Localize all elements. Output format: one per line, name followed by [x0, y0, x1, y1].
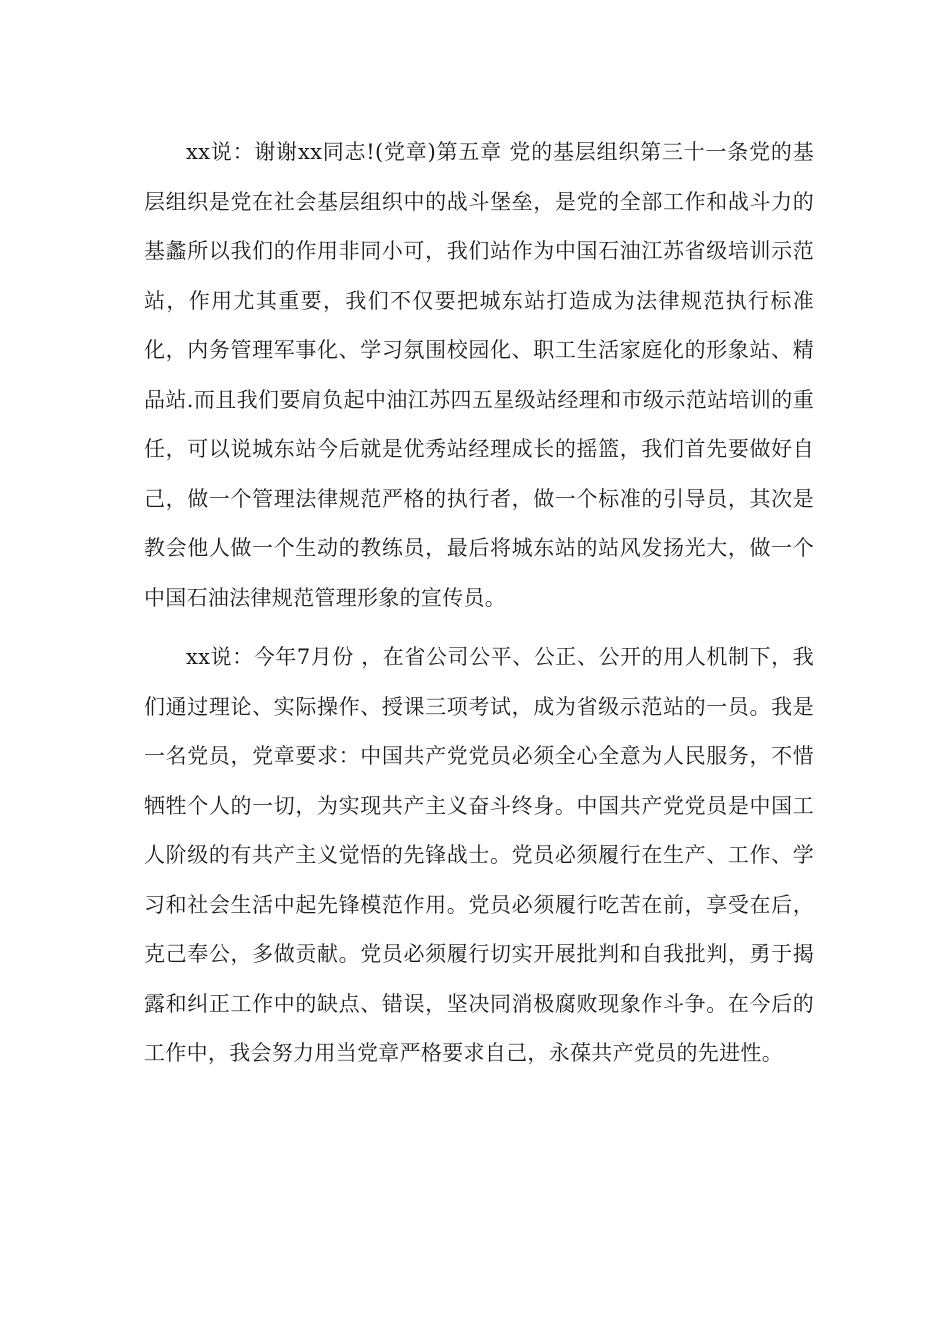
document-body [144, 128, 814, 1079]
paragraph-2: xx说：今年7月份 ，在省公司公平、公正、公开的用人机制下，我们通过理论、实际操作、授课三项考试，成为省级示范站的一员。我是一名党员，党章要求：中国共产党党员必须全心全意为人民服务，不惜牺牲个人的一切，为实现共产主义奋斗终身。中国共产党党员是中国工人阶级的有共产主义觉悟的先锋战士。党员必须履行在生产、工作、学习和社会生活中起先锋模范作用。党员必须履行吃苦在前，享受在后，克己奉公，多做贡献。党员必须履行切实开展批判和自我批判，勇于揭露和纠正工作中的缺点、错误，坚决同消极腐败现象作斗争。在今后的工作中，我会努力用当党章严格要求自己，永葆共产党员的先进性。 [144, 645, 814, 1065]
paragraph-1: xx说：谢谢xx同志!(党章)第五章 党的基层组织第三十一条党的基层组织是党在社会基层组织中的战斗堡垒，是党的全部工作和战斗力的基蠡所以我们的作用非同小可，我们站作为中国石油江苏省级培训示范站，作用尤其重要，我们不仅要把城东站打造成为法律规范执行标准化，内务管理军事化、学习氛围校园化、职工生活家庭化的形象站、精品站.而且我们要肩负起中油江苏四五星级站经理和市级示范站培训的重任，可以说城东站今后就是优秀站经理成长的摇篮，我们首先要做好自己，做一个管理法律规范严格的执行者，做一个标准的引导员，其次是教会他人做一个生动的教练员，最后将城东站的站风发扬光大，做一个中国石油法律规范管理形象的宣传员。 [144, 140, 814, 610]
